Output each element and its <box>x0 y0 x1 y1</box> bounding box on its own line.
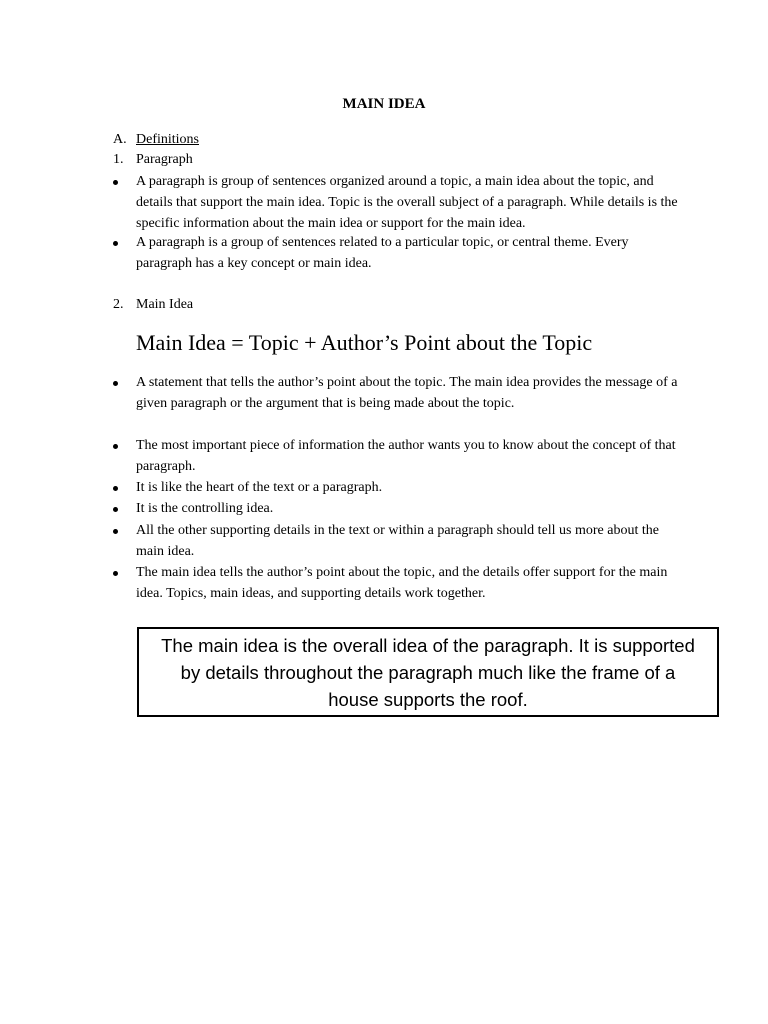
bullet-icon <box>113 180 118 185</box>
callout-box <box>137 627 719 717</box>
page-title: MAIN IDEA <box>342 96 426 112</box>
item-2-marker: 2. <box>113 297 124 312</box>
main-idea-bullet-5: All the other supporting details in the text or within a paragraph should tell us more about the main idea. <box>136 523 659 559</box>
main-idea-bullet-3: It is like the heart of the text or a paragraph. <box>136 480 383 495</box>
callout-text: The main idea is the overall idea of the paragraph. It is supported by details throughout the paragraph much like the frame of a house supports the roof. <box>161 634 695 710</box>
section-a-marker: A. <box>113 132 127 147</box>
main-idea-bullet-6: The main idea tells the author’s point about the topic, and the details offer support for the main idea. Topics, main ideas, and supporting details work together. <box>136 565 668 601</box>
main-idea-bullet-2: The most important piece of information the author wants you to know about the concept of that paragraph. <box>136 438 676 474</box>
main-idea-bullet-1: A statement that tells the author’s point about the topic. The main idea provides the message of a given paragraph or the argument that is being made about the topic. <box>136 375 678 411</box>
bullet-icon <box>113 444 118 449</box>
main-idea-bullet-4: It is the controlling idea. <box>136 501 274 516</box>
item-1-heading: Paragraph <box>136 152 193 167</box>
bullet-icon <box>113 381 118 386</box>
paragraph-bullet-2: A paragraph is a group of sentences related to a particular topic, or central theme. Every paragraph has a key concept or main idea. <box>136 235 629 271</box>
paragraph-bullet-1: A paragraph is group of sentences organized around a topic, a main idea about the topic, and details that support the main idea. Topic is the overall subject of a paragraph. While details is the specific information about the main idea or support for the main idea. <box>136 174 678 231</box>
item-2-heading: Main Idea <box>136 297 194 312</box>
item-1-marker: 1. <box>113 152 124 167</box>
bullet-icon <box>113 529 118 534</box>
main-idea-formula: Main Idea = Topic + Author’s Point about the Topic <box>136 330 593 355</box>
section-a-heading: Definitions <box>136 132 199 147</box>
bullet-icon <box>113 507 118 512</box>
bullet-icon <box>113 571 118 576</box>
bullet-icon <box>113 241 118 246</box>
bullet-icon <box>113 486 118 491</box>
